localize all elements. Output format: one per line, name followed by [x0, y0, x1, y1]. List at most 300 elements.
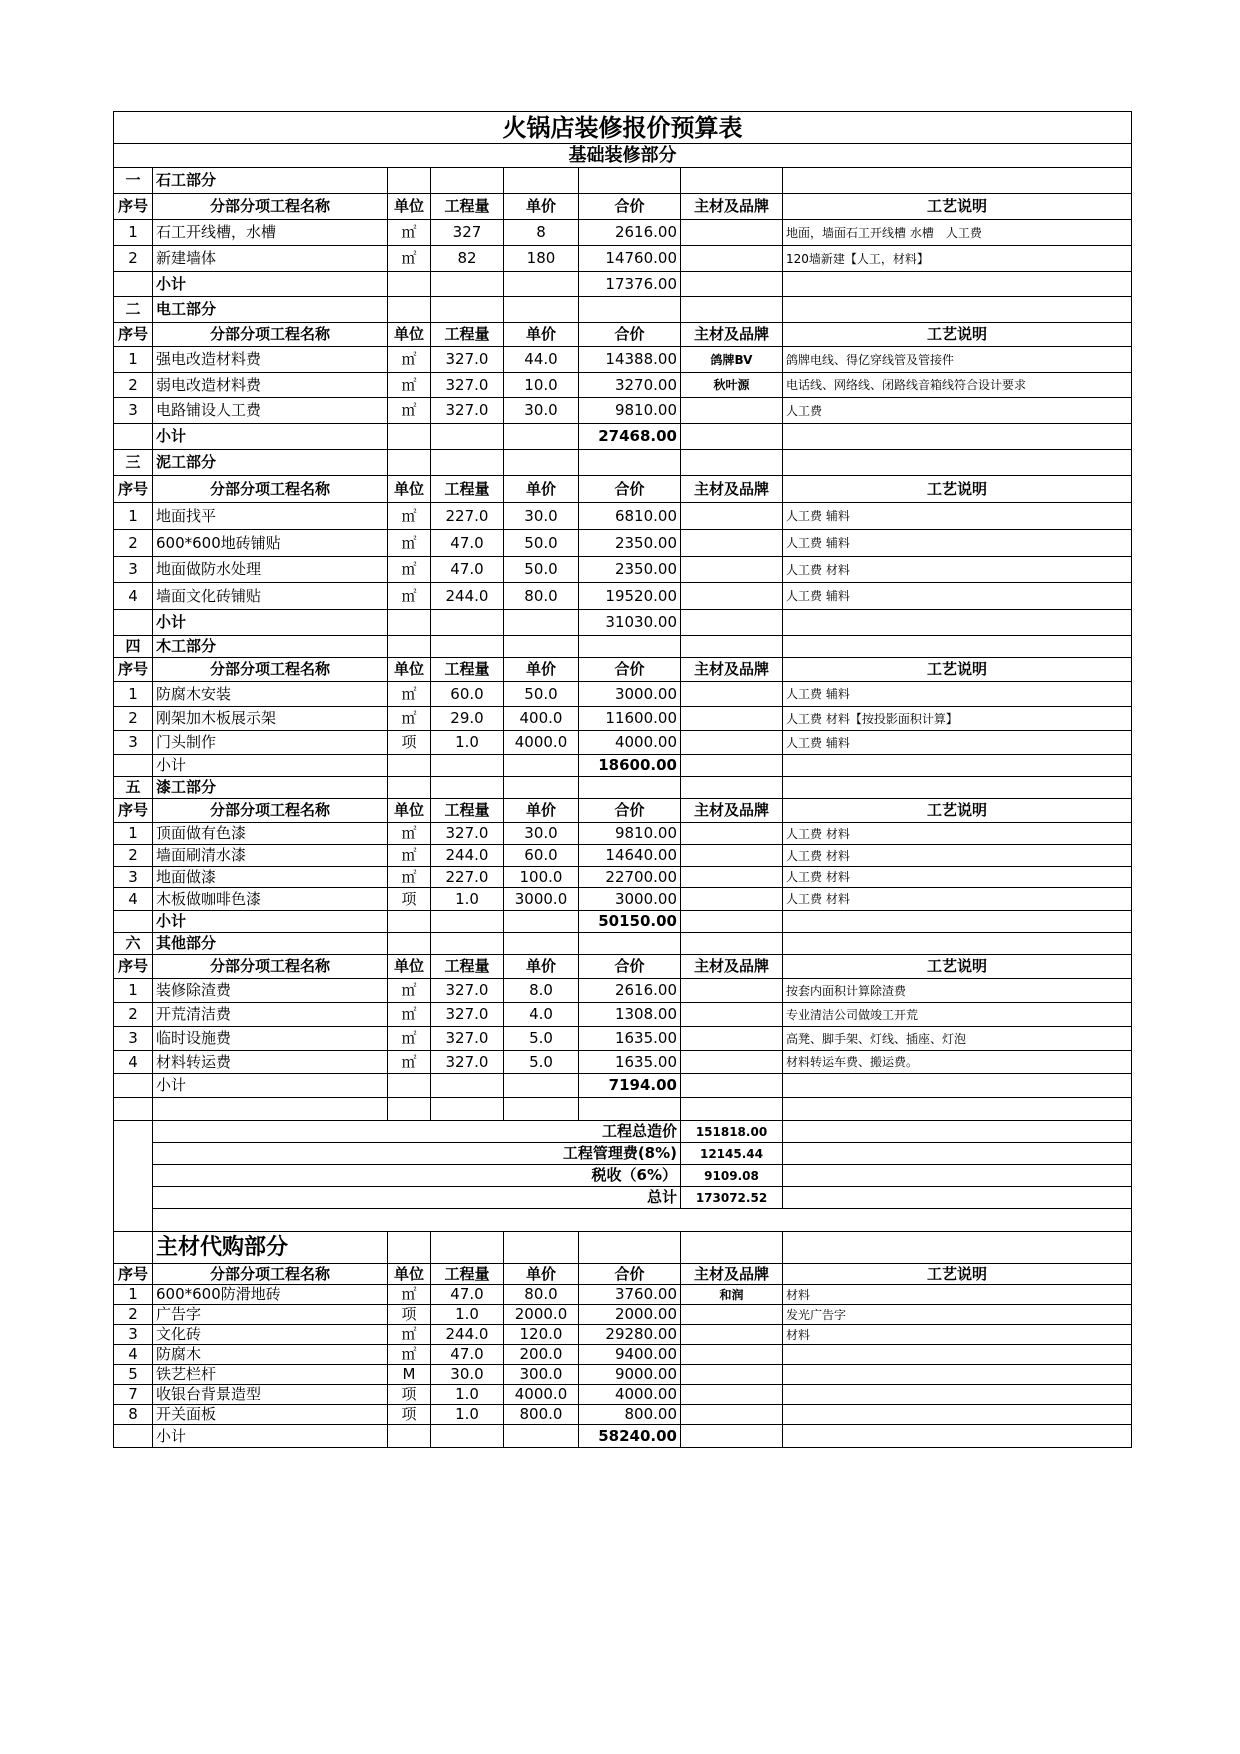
row-seq: 1: [114, 823, 153, 845]
row-process-note: [783, 1385, 1132, 1405]
section-number: 四: [114, 636, 153, 658]
subtotal-value: 31030.00: [579, 610, 681, 636]
row-item-name: 石工开线槽，水槽: [153, 220, 388, 246]
subtotal-value: 7194.00: [579, 1074, 681, 1098]
row-unit-price: 5.0: [504, 1027, 579, 1051]
row-unit-price: 44.0: [504, 347, 579, 373]
row-total: 3000.00: [579, 682, 681, 707]
row-unit: ㎡: [388, 557, 431, 583]
row-total: 14760.00: [579, 246, 681, 272]
row-total: 2000.00: [579, 1305, 681, 1325]
section-name: 石工部分: [153, 168, 388, 194]
empty-cell: [783, 297, 1132, 323]
empty-cell: [681, 1074, 783, 1098]
header-unit-price: 单价: [504, 799, 579, 823]
empty-cell: [783, 1121, 1132, 1143]
row-item-name: 防腐木安装: [153, 682, 388, 707]
row-unit-price: 80.0: [504, 1285, 579, 1305]
header-unit-price: 单价: [504, 955, 579, 979]
table-row: [114, 979, 1132, 1003]
row-process-note: 人工费 辅料: [783, 530, 1132, 557]
empty-cell: [579, 636, 681, 658]
empty-cell: [681, 450, 783, 476]
table-row: [114, 246, 1132, 272]
empty-cell: [504, 933, 579, 955]
row-brand: 秋叶源: [681, 373, 783, 398]
row-quantity: 30.0: [431, 1365, 504, 1385]
subtitle-row: [114, 144, 1132, 168]
row-quantity: 1.0: [431, 1405, 504, 1425]
empty-cell: [504, 450, 579, 476]
subtotal-value: 17376.00: [579, 272, 681, 297]
empty-cell: [783, 1074, 1132, 1098]
row-brand: [681, 1027, 783, 1051]
row-total: 3270.00: [579, 373, 681, 398]
row-process-note: 人工费 辅料: [783, 682, 1132, 707]
row-unit-price: 180: [504, 246, 579, 272]
empty-cell: [783, 168, 1132, 194]
subtotal-value: 50150.00: [579, 911, 681, 933]
row-seq: 3: [114, 398, 153, 424]
empty-cell: [431, 450, 504, 476]
empty-cell: [579, 297, 681, 323]
row-process-note: 人工费 材料: [783, 823, 1132, 845]
empty-cell: [783, 755, 1132, 777]
section-name: 漆工部分: [153, 777, 388, 799]
row-unit: ㎡: [388, 682, 431, 707]
row-brand: [681, 823, 783, 845]
row-seq: 2: [114, 1305, 153, 1325]
empty-cell: [681, 755, 783, 777]
empty-cell: [114, 1098, 153, 1121]
subtotal-label: 小计: [153, 272, 388, 297]
row-quantity: 1.0: [431, 1385, 504, 1405]
empty-cell: [681, 636, 783, 658]
row-item-name: 广告字: [153, 1305, 388, 1325]
header-unit-price: 单价: [504, 323, 579, 347]
materials-title: 主材代购部分: [153, 1232, 388, 1264]
empty-cell: [579, 1232, 681, 1264]
summary-end-row: [114, 1209, 1132, 1232]
row-unit-price: 30.0: [504, 503, 579, 530]
row-unit-price: 80.0: [504, 583, 579, 610]
blank-row: [114, 1098, 1132, 1121]
row-item-name: 地面找平: [153, 503, 388, 530]
empty-cell: [114, 1232, 153, 1264]
row-unit-price: 30.0: [504, 823, 579, 845]
summary-row: [114, 1121, 1132, 1143]
table-row: [114, 347, 1132, 373]
empty-cell: [783, 636, 1132, 658]
row-seq: 3: [114, 1325, 153, 1345]
empty-cell: [431, 610, 504, 636]
empty-cell: [783, 272, 1132, 297]
row-brand: [681, 1345, 783, 1365]
row-item-name: 文化砖: [153, 1325, 388, 1345]
row-process-note: 人工费 材料: [783, 845, 1132, 867]
empty-cell: [431, 272, 504, 297]
empty-cell: [114, 1143, 153, 1165]
empty-cell: [579, 777, 681, 799]
header-item-name: 分部分项工程名称: [153, 1264, 388, 1285]
empty-cell: [504, 272, 579, 297]
row-total: 3760.00: [579, 1285, 681, 1305]
row-unit: ㎡: [388, 530, 431, 557]
empty-cell: [504, 1232, 579, 1264]
empty-cell: [579, 168, 681, 194]
materials-header-row: [114, 1232, 1132, 1264]
empty-cell: [431, 424, 504, 450]
header-quantity: 工程量: [431, 955, 504, 979]
summary-label: 工程管理费(8%): [153, 1143, 681, 1165]
header-item-name: 分部分项工程名称: [153, 476, 388, 503]
empty-cell: [579, 450, 681, 476]
row-brand: [681, 1051, 783, 1074]
summary-label: 工程总造价: [153, 1121, 681, 1143]
table-row: [114, 1051, 1132, 1074]
row-brand: [681, 1305, 783, 1325]
subtotal-row: [114, 1074, 1132, 1098]
row-seq: 4: [114, 1051, 153, 1074]
row-item-name: 弱电改造材料费: [153, 373, 388, 398]
row-total: 6810.00: [579, 503, 681, 530]
empty-cell: [388, 636, 431, 658]
empty-cell: [114, 911, 153, 933]
empty-cell: [681, 1232, 783, 1264]
empty-cell: [504, 1425, 579, 1448]
row-unit: ㎡: [388, 867, 431, 888]
row-quantity: 327.0: [431, 823, 504, 845]
table-row: [114, 557, 1132, 583]
row-quantity: 1.0: [431, 888, 504, 911]
row-brand: [681, 246, 783, 272]
header-seq: 序号: [114, 799, 153, 823]
header-unit: 单位: [388, 323, 431, 347]
row-unit-price: 4000.0: [504, 1385, 579, 1405]
empty-cell: [681, 272, 783, 297]
header-item-name: 分部分项工程名称: [153, 799, 388, 823]
row-unit-price: 120.0: [504, 1325, 579, 1345]
row-brand: [681, 1365, 783, 1385]
row-process-note: 材料转运车费、搬运费。: [783, 1051, 1132, 1074]
empty-cell: [388, 450, 431, 476]
row-item-name: 600*600防滑地砖: [153, 1285, 388, 1305]
empty-cell: [504, 297, 579, 323]
header-unit-price: 单价: [504, 194, 579, 220]
row-total: 9400.00: [579, 1345, 681, 1365]
empty-cell: [681, 610, 783, 636]
row-unit-price: 4000.0: [504, 731, 579, 755]
row-total: 4000.00: [579, 731, 681, 755]
table-row: [114, 220, 1132, 246]
row-item-name: 门头制作: [153, 731, 388, 755]
summary-row: [114, 1165, 1132, 1187]
row-unit: 项: [388, 731, 431, 755]
row-unit: ㎡: [388, 1285, 431, 1305]
row-quantity: 327.0: [431, 979, 504, 1003]
row-seq: 3: [114, 1027, 153, 1051]
row-quantity: 227.0: [431, 867, 504, 888]
row-seq: 3: [114, 731, 153, 755]
subtotal-value: 58240.00: [579, 1425, 681, 1448]
header-unit: 单位: [388, 955, 431, 979]
table-row: [114, 398, 1132, 424]
section-header-row: [114, 933, 1132, 955]
empty-cell: [388, 933, 431, 955]
row-unit-price: 800.0: [504, 1405, 579, 1425]
section-header-row: [114, 636, 1132, 658]
row-unit: ㎡: [388, 845, 431, 867]
empty-cell: [504, 610, 579, 636]
row-process-note: 人工费 辅料: [783, 583, 1132, 610]
section-header-row: [114, 450, 1132, 476]
row-quantity: 244.0: [431, 845, 504, 867]
empty-cell: [783, 1143, 1132, 1165]
empty-cell: [388, 1098, 431, 1121]
empty-cell: [783, 1187, 1132, 1209]
header-unit-price: 单价: [504, 1264, 579, 1285]
summary-label: 总计: [153, 1187, 681, 1209]
empty-cell: [504, 911, 579, 933]
row-brand: 和润: [681, 1285, 783, 1305]
row-total: 1308.00: [579, 1003, 681, 1027]
row-unit: 项: [388, 1405, 431, 1425]
budget-table: [113, 111, 1132, 1448]
header-process-note: 工艺说明: [783, 323, 1132, 347]
row-process-note: [783, 1345, 1132, 1365]
row-brand: [681, 845, 783, 867]
empty-cell: [153, 1098, 388, 1121]
section-number: 五: [114, 777, 153, 799]
row-brand: [681, 1405, 783, 1425]
row-unit: ㎡: [388, 979, 431, 1003]
empty-cell: [504, 636, 579, 658]
subtotal-label: 小计: [153, 755, 388, 777]
header-quantity: 工程量: [431, 799, 504, 823]
row-seq: 3: [114, 557, 153, 583]
row-quantity: 1.0: [431, 1305, 504, 1325]
subtotal-label: 小计: [153, 424, 388, 450]
row-total: 9810.00: [579, 823, 681, 845]
empty-cell: [388, 272, 431, 297]
header-process-note: 工艺说明: [783, 799, 1132, 823]
row-unit-price: 300.0: [504, 1365, 579, 1385]
row-total: 3000.00: [579, 888, 681, 911]
subtotal-row: [114, 610, 1132, 636]
row-unit-price: 30.0: [504, 398, 579, 424]
header-process-note: 工艺说明: [783, 476, 1132, 503]
table-row: [114, 373, 1132, 398]
row-brand: [681, 398, 783, 424]
row-seq: 7: [114, 1385, 153, 1405]
row-seq: 2: [114, 246, 153, 272]
header-total: 合价: [579, 194, 681, 220]
empty-cell: [388, 610, 431, 636]
table-row: [114, 1345, 1132, 1365]
row-quantity: 60.0: [431, 682, 504, 707]
table-row: [114, 888, 1132, 911]
empty-cell: [783, 450, 1132, 476]
table-row: [114, 1365, 1132, 1385]
empty-cell: [783, 1098, 1132, 1121]
table-row: [114, 707, 1132, 731]
empty-cell: [504, 1098, 579, 1121]
empty-cell: [114, 1187, 153, 1209]
header-unit: 单位: [388, 799, 431, 823]
row-item-name: 开荒清洁费: [153, 1003, 388, 1027]
row-process-note: 地面，墙面石工开线槽 水槽 人工费: [783, 220, 1132, 246]
row-item-name: 装修除渣费: [153, 979, 388, 1003]
row-total: 9000.00: [579, 1365, 681, 1385]
row-seq: 1: [114, 220, 153, 246]
header-unit: 单位: [388, 194, 431, 220]
row-seq: 8: [114, 1405, 153, 1425]
row-brand: [681, 583, 783, 610]
empty-cell: [114, 424, 153, 450]
row-process-note: [783, 1405, 1132, 1425]
empty-cell: [388, 755, 431, 777]
empty-cell: [681, 1098, 783, 1121]
header-process-note: 工艺说明: [783, 1264, 1132, 1285]
row-item-name: 强电改造材料费: [153, 347, 388, 373]
empty-cell: [681, 168, 783, 194]
empty-cell: [681, 297, 783, 323]
summary-row: [114, 1187, 1132, 1209]
row-unit: ㎡: [388, 347, 431, 373]
empty-cell: [114, 1209, 153, 1232]
row-quantity: 327.0: [431, 1051, 504, 1074]
row-item-name: 地面做防水处理: [153, 557, 388, 583]
header-process-note: 工艺说明: [783, 194, 1132, 220]
header-brand: 主材及品牌: [681, 658, 783, 682]
materials-column-header-row: [114, 1264, 1132, 1285]
row-item-name: 开关面板: [153, 1405, 388, 1425]
row-unit-price: 2000.0: [504, 1305, 579, 1325]
summary-value: 12145.44: [681, 1143, 783, 1165]
empty-cell: [114, 1165, 153, 1187]
row-process-note: 人工费 材料【按投影面积计算】: [783, 707, 1132, 731]
table-row: [114, 823, 1132, 845]
empty-cell: [783, 777, 1132, 799]
row-brand: [681, 888, 783, 911]
header-seq: 序号: [114, 194, 153, 220]
row-total: 1635.00: [579, 1051, 681, 1074]
section-name: 其他部分: [153, 933, 388, 955]
row-total: 14388.00: [579, 347, 681, 373]
row-quantity: 327.0: [431, 347, 504, 373]
row-brand: [681, 867, 783, 888]
row-unit-price: 100.0: [504, 867, 579, 888]
subtotal-value: 27468.00: [579, 424, 681, 450]
row-total: 2350.00: [579, 530, 681, 557]
empty-cell: [504, 1074, 579, 1098]
empty-cell: [504, 424, 579, 450]
empty-cell: [431, 911, 504, 933]
row-quantity: 327.0: [431, 1003, 504, 1027]
row-unit-price: 50.0: [504, 682, 579, 707]
subtotal-label: 小计: [153, 911, 388, 933]
row-brand: [681, 707, 783, 731]
header-unit: 单位: [388, 476, 431, 503]
row-item-name: 电路铺设人工费: [153, 398, 388, 424]
empty-cell: [388, 168, 431, 194]
row-unit: ㎡: [388, 1051, 431, 1074]
row-unit: ㎡: [388, 398, 431, 424]
row-item-name: 防腐木: [153, 1345, 388, 1365]
row-quantity: 47.0: [431, 1345, 504, 1365]
row-total: 14640.00: [579, 845, 681, 867]
row-unit: ㎡: [388, 707, 431, 731]
summary-value: 151818.00: [681, 1121, 783, 1143]
empty-cell: [431, 1425, 504, 1448]
row-total: 4000.00: [579, 1385, 681, 1405]
row-total: 22700.00: [579, 867, 681, 888]
header-total: 合价: [579, 323, 681, 347]
row-process-note: 发光广告字: [783, 1305, 1132, 1325]
empty-cell: [681, 933, 783, 955]
header-seq: 序号: [114, 658, 153, 682]
table-row: [114, 530, 1132, 557]
subtotal-row: [114, 1425, 1132, 1448]
row-quantity: 82: [431, 246, 504, 272]
table-row: [114, 682, 1132, 707]
row-unit-price: 50.0: [504, 557, 579, 583]
empty-cell: [681, 424, 783, 450]
row-unit: ㎡: [388, 1325, 431, 1345]
subtotal-row: [114, 755, 1132, 777]
header-process-note: 工艺说明: [783, 658, 1132, 682]
empty-cell: [431, 1074, 504, 1098]
row-total: 11600.00: [579, 707, 681, 731]
header-brand: 主材及品牌: [681, 1264, 783, 1285]
row-seq: 1: [114, 682, 153, 707]
header-item-name: 分部分项工程名称: [153, 658, 388, 682]
empty-cell: [114, 272, 153, 297]
empty-cell: [681, 1425, 783, 1448]
row-quantity: 29.0: [431, 707, 504, 731]
header-process-note: 工艺说明: [783, 955, 1132, 979]
row-seq: 2: [114, 530, 153, 557]
row-item-name: 临时设施费: [153, 1027, 388, 1051]
header-brand: 主材及品牌: [681, 955, 783, 979]
header-quantity: 工程量: [431, 1264, 504, 1285]
subtotal-label: 小计: [153, 1425, 388, 1448]
empty-cell: [783, 1165, 1132, 1187]
row-total: 9810.00: [579, 398, 681, 424]
row-seq: 5: [114, 1365, 153, 1385]
table-row: [114, 1305, 1132, 1325]
row-process-note: 材料: [783, 1285, 1132, 1305]
header-total: 合价: [579, 955, 681, 979]
row-process-note: 人工费 材料: [783, 557, 1132, 583]
subtotal-row: [114, 424, 1132, 450]
empty-cell: [388, 424, 431, 450]
empty-cell: [579, 1098, 681, 1121]
header-total: 合价: [579, 799, 681, 823]
row-brand: [681, 731, 783, 755]
row-process-note: [783, 1365, 1132, 1385]
table-row: [114, 503, 1132, 530]
row-unit: ㎡: [388, 1027, 431, 1051]
header-item-name: 分部分项工程名称: [153, 955, 388, 979]
empty-cell: [114, 610, 153, 636]
row-seq: 1: [114, 979, 153, 1003]
section-header-row: [114, 297, 1132, 323]
row-unit-price: 4.0: [504, 1003, 579, 1027]
row-process-note: 人工费 材料: [783, 888, 1132, 911]
subtotal-value: 18600.00: [579, 755, 681, 777]
row-seq: 1: [114, 503, 153, 530]
